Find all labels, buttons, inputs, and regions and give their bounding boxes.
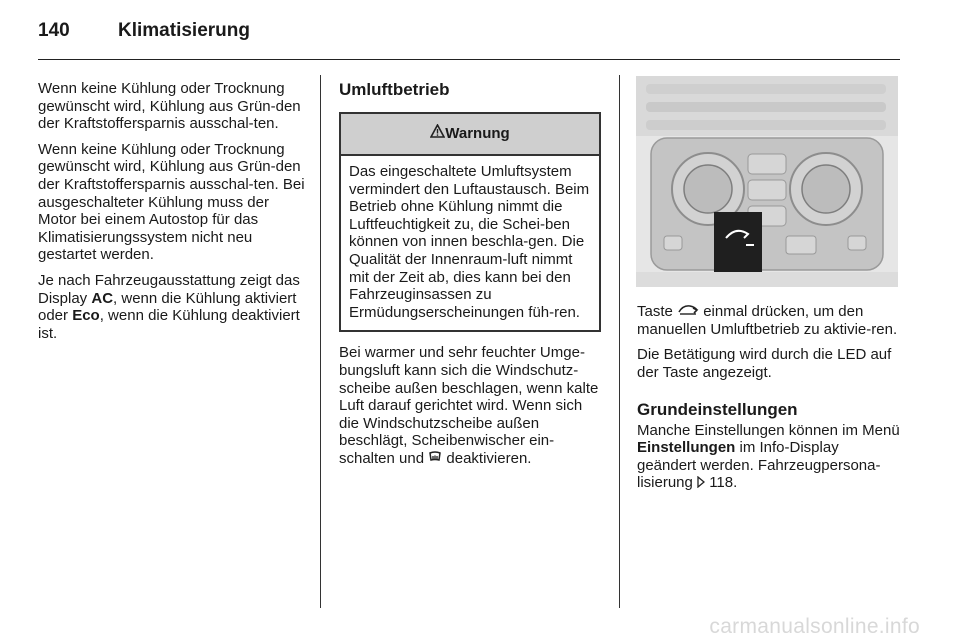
climate-panel-photo: [636, 76, 898, 287]
ac-label: AC: [91, 289, 114, 307]
paragraph: Wenn keine Kühlung oder Trocknung gewünscht wird, Kühlung aus Grün-den der Kraftstoffersparnis ausschal-ten.: [38, 80, 301, 133]
warning-box: [339, 112, 601, 332]
paragraph: Wenn keine Kühlung oder Trocknung gewünscht wird, Kühlung aus Grün-den der Kraftstoffersparnis ausschal-ten. Bei ausgeschalteter Kühlung muss der Motor bei einem Autostop für das Klimatisierungssystem nicht neu gestartet werden.: [38, 140, 305, 264]
column-divider-2: [619, 75, 620, 608]
watermark: carmanualsonline.info: [709, 615, 920, 638]
warning-title: Warnung: [445, 125, 510, 142]
windshield-fan-icon: [428, 450, 442, 468]
column-divider-1: [320, 75, 321, 608]
chapter-title: Klimatisierung: [118, 20, 250, 41]
header-rule: [38, 59, 900, 60]
warning-triangle-icon: [430, 114, 445, 154]
warning-header: [341, 114, 599, 156]
column-2: [339, 80, 601, 476]
paragraph: Manche Einstellungen können im Menü Einstellungen im Info-Display geändert werden. Fahrzeugpersona-lisierung 118.: [637, 421, 900, 492]
paragraph: Taste einmal drücken, um den manuellen Umluftbetrieb zu aktivie-ren.: [637, 303, 898, 338]
settings-label: Einstellungen: [637, 439, 736, 457]
paragraph: Bei warmer und sehr feuchter Umge-bungsluft kann sich die Windschutz-scheibe außen beschlagen, wenn kalte Luft darauf gerichtet wird. Wenn sich die Windschutzscheibe außen beschlägt, Scheibenwischer ein-schalten und deaktivieren.: [339, 344, 599, 467]
recirculation-icon: [677, 303, 699, 321]
warning-text: Das eingeschaltete Umluftsystem vermindert den Luftaustausch. Beim Betrieb ohne Kühlung nimmt die Luftfeuchtigkeit zu, die Schei-ben können von innen beschla-gen. Die Qualität der Innenraum-luft nimmt mit der Zeit ab, dies kann bei den Fahrzeuginsassen zu Ermüdungserscheinungen füh-ren.: [349, 163, 590, 321]
paragraph: Die Betätigung wird durch die LED auf der Taste angezeigt.: [637, 346, 892, 382]
page-number: 140: [38, 20, 70, 41]
section-heading: Umluftbetrieb: [339, 80, 450, 99]
page-reference-arrow-icon: [697, 475, 705, 493]
section-heading: Grundeinstellungen: [637, 399, 798, 419]
column-3: [637, 303, 902, 500]
paragraph: Je nach Fahrzeugausstattung zeigt das Display AC, wenn die Kühlung aktiviert oder Eco, wenn die Kühlung deaktiviert ist.: [38, 271, 300, 342]
column-1: [38, 80, 306, 350]
eco-label: Eco: [72, 307, 100, 325]
